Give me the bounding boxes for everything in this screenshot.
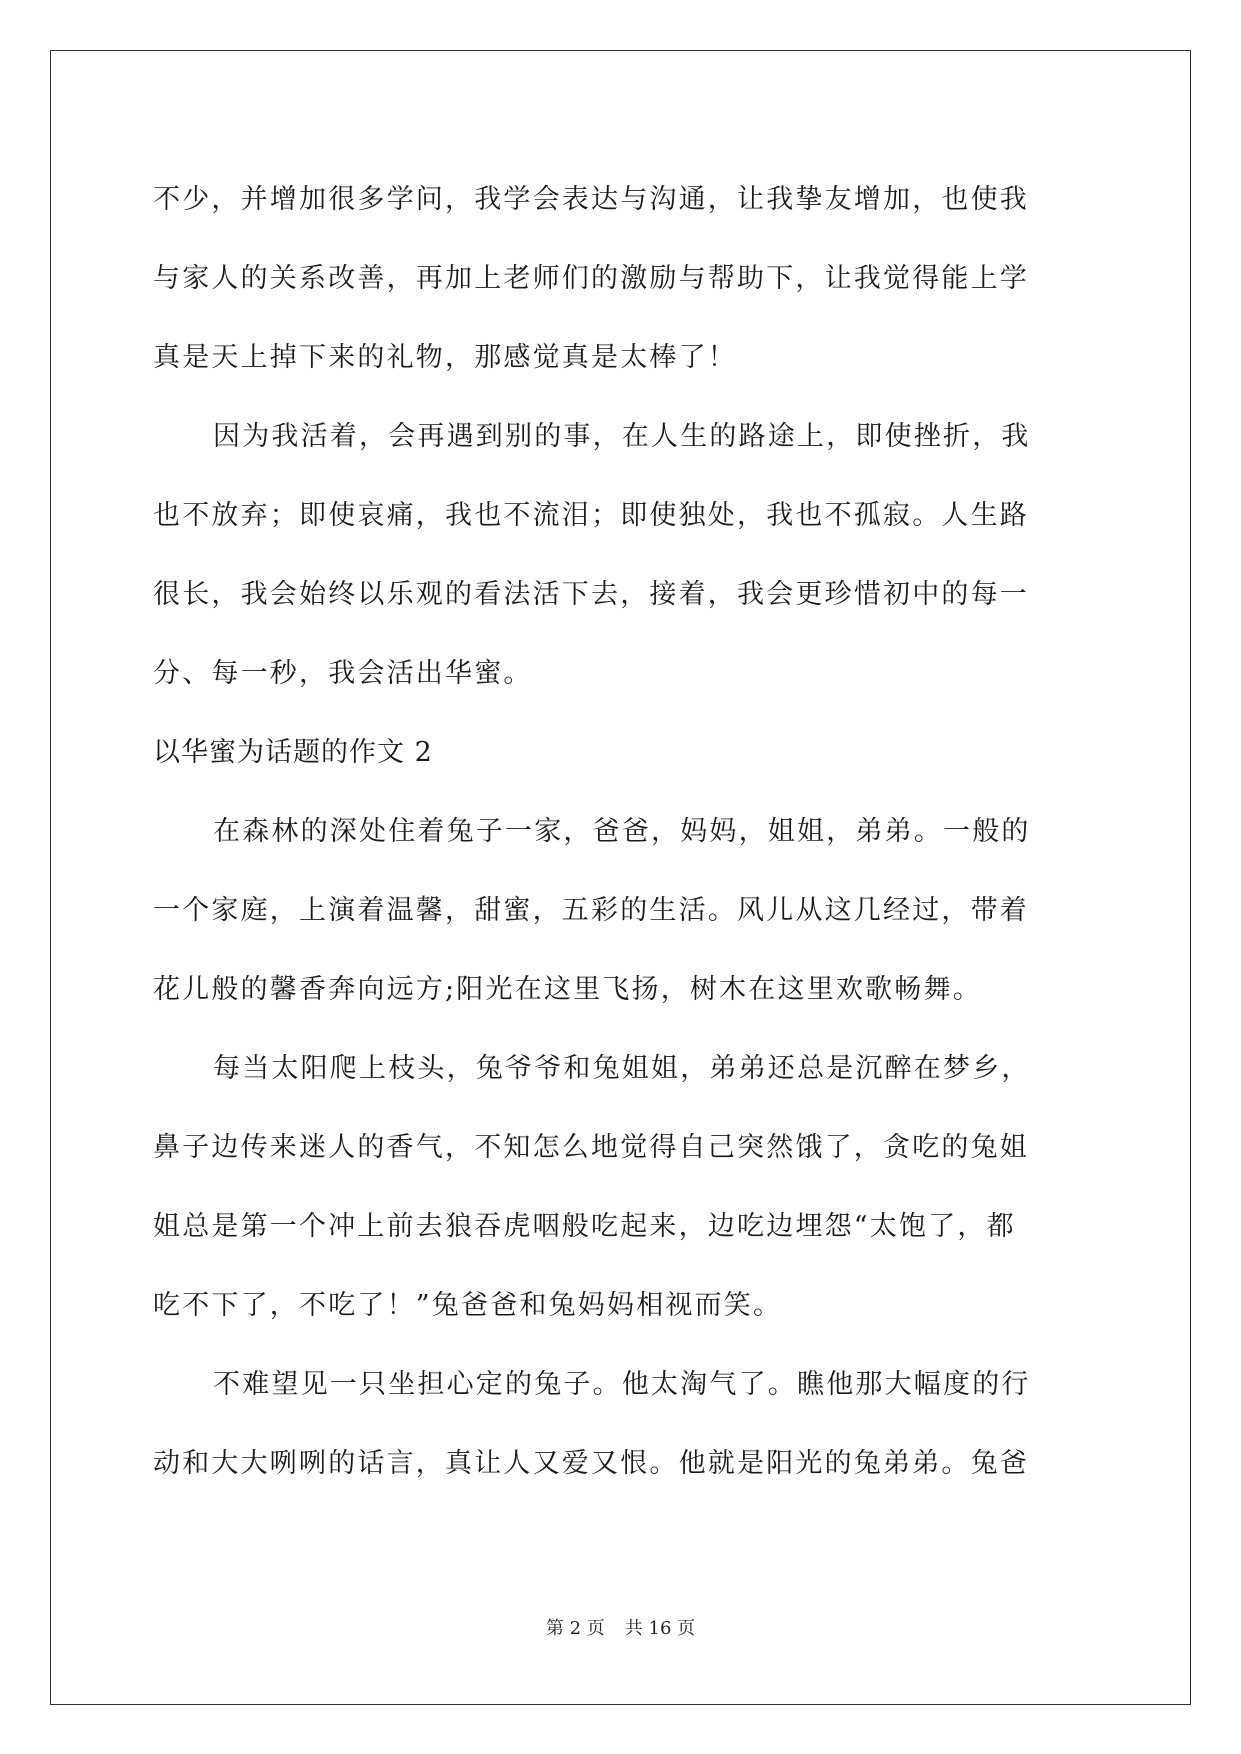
text-line: 一个家庭，上演着温馨，甜蜜，五彩的生活。风儿从这几经过，带着 bbox=[153, 895, 1029, 926]
text-line: 姐总是第一个冲上前去狼吞虎咽般吃起来，边吃边埋怨“太饱了，都 bbox=[153, 1211, 1016, 1242]
page-number: 第 2 页 bbox=[545, 1618, 605, 1639]
text-line: 与家人的关系改善，再加上老师们的激励与帮助下，让我觉得能上学 bbox=[153, 263, 1029, 294]
text-line: 不难望见一只坐担心定的兔子。他太淘气了。瞧他那大幅度的行 bbox=[213, 1369, 1031, 1400]
text-line: 因为我活着，会再遇到别的事，在人生的路途上，即使挫折，我 bbox=[213, 421, 1031, 452]
paragraph bbox=[153, 160, 1093, 397]
text-line: 很长，我会始终以乐观的看法活下去，接着，我会更珍惜初中的每一 bbox=[153, 579, 1029, 610]
text-line: 花儿般的馨香奔向远方;阳光在这里飞扬，树木在这里欢歌畅舞。 bbox=[153, 974, 982, 1005]
text-line: 也不放弃；即使哀痛，我也不流泪；即使独处，我也不孤寂。人生路 bbox=[153, 500, 1029, 531]
page-footer bbox=[0, 1614, 1241, 1640]
paragraph bbox=[153, 792, 1093, 1029]
text-line: 不少，并增加很多学问，我学会表达与沟通，让我挚友增加，也使我 bbox=[153, 184, 1029, 215]
text-line: 动和大大咧咧的话言，真让人又爱又恨。他就是阳光的兔弟弟。兔爸 bbox=[153, 1448, 1029, 1479]
paragraph bbox=[153, 1029, 1093, 1345]
document-body bbox=[153, 160, 1093, 1503]
paragraph bbox=[153, 397, 1093, 713]
text-line: 吃不下了，不吃了！”兔爸爸和兔妈妈相视而笑。 bbox=[153, 1290, 783, 1321]
section-heading: 以华蜜为话题的作文 2 bbox=[153, 737, 433, 768]
text-line: 分、每一秒，我会活出华蜜。 bbox=[153, 658, 533, 689]
text-line: 真是天上掉下来的礼物，那感觉真是太棒了！ bbox=[153, 342, 737, 373]
text-line: 鼻子边传来迷人的香气，不知怎么地觉得自己突然饿了，贪吃的兔姐 bbox=[153, 1132, 1029, 1163]
text-line: 在森林的深处住着兔子一家，爸爸，妈妈，姐姐，弟弟。一般的 bbox=[213, 816, 1031, 847]
paragraph bbox=[153, 1345, 1093, 1503]
page-total: 共 16 页 bbox=[624, 1618, 696, 1639]
text-line: 每当太阳爬上枝头，兔爷爷和兔姐姐，弟弟还总是沉醉在梦乡， bbox=[213, 1053, 1031, 1084]
